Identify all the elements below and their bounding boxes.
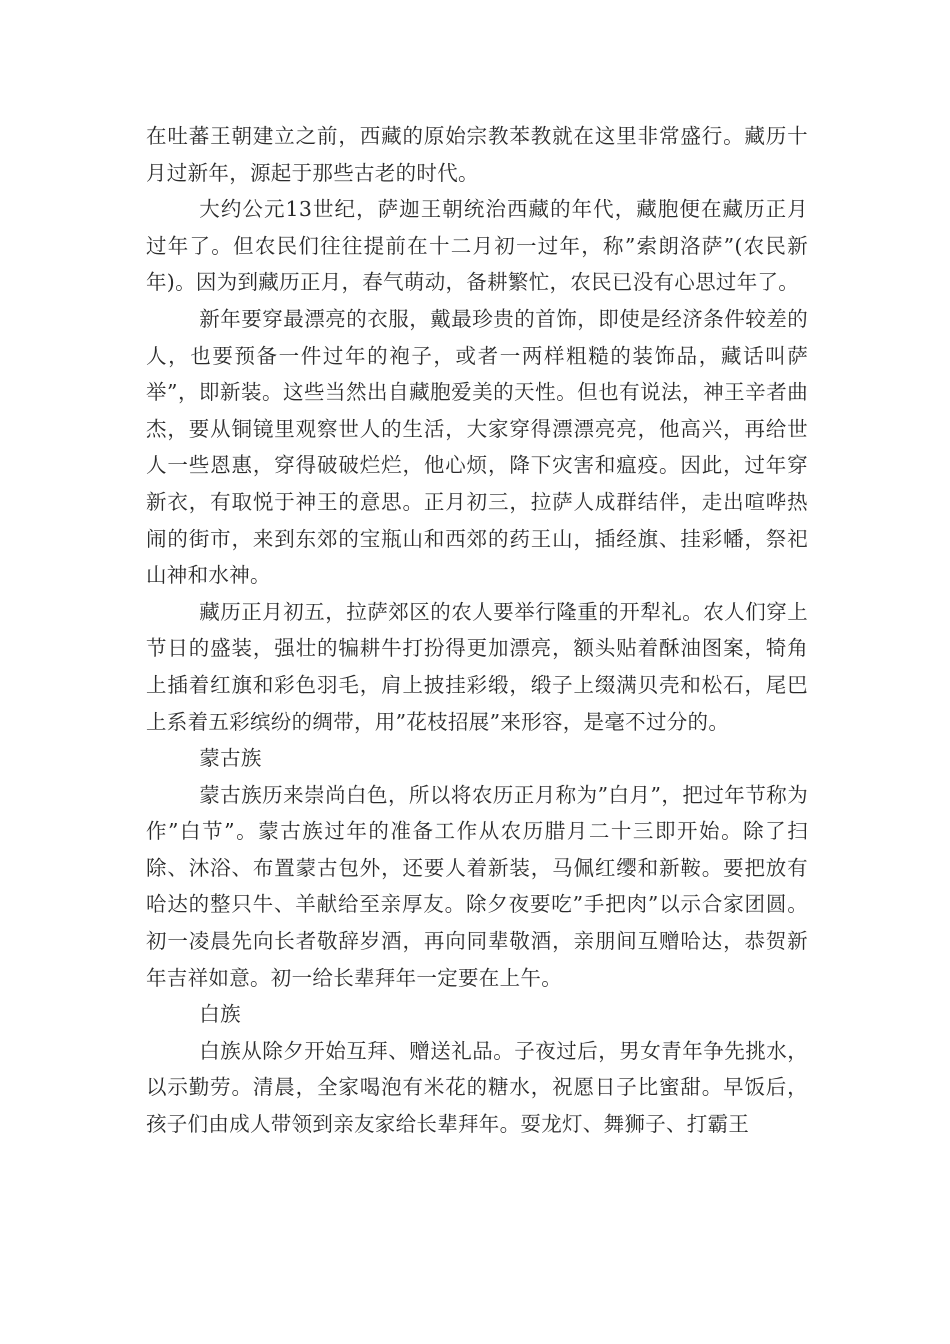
document-body	[146, 118, 808, 1143]
paragraph-bai-new-year: 白族从除夕开始互拜、赠送礼品。子夜过后，男女青年争先挑水，以示勤劳。清晨，全家喝泡有米花的糖水，祝愿日子比蜜甜。早饭后，孩子们由成人带领到亲友家给长辈拜年。耍龙灯、舞狮子、打霸王	[146, 1038, 808, 1137]
paragraph-plough-ceremony: 藏历正月初五，拉萨郊区的农人要举行隆重的开犁礼。农人们穿上节日的盛装，强壮的犏耕牛打扮得更加漂亮，额头贴着酥油图案，犄角上插着红旗和彩色羽毛，肩上披挂彩缎，缎子上缀满贝壳和松石，尾巴上系着五彩缤纷的绸带，用”花枝招展”来形容，是毫不过分的。	[146, 599, 808, 734]
paragraph-tibet-origin: 在吐蕃王朝建立之前，西藏的原始宗教苯教就在这里非常盛行。藏历十月过新年，源起于那些古老的时代。	[146, 124, 808, 185]
paragraph-sakya-era: 大约公元13世纪，萨迦王朝统治西藏的年代，藏胞便在藏历正月过年了。但农民们往往提前在十二月初一过年，称”索朗洛萨”(农民新年)。因为到藏历正月，春气萌动，备耕繁忙，农民已没有心思过年了。	[146, 197, 808, 295]
paragraph-mongol-new-year: 蒙古族历来崇尚白色，所以将农历正月称为”白月”，把过年节称为作”白节”。蒙古族过年的准备工作从农历腊月二十三即开始。除了扫除、沐浴、布置蒙古包外，还要人着新装，马佩红缨和新鞍。要把放有哈达的整只牛、羊献给至亲厚友。除夕夜要吃”手把肉”以示合家团圆。初一凌晨先向长者敬辞岁酒，再向同辈敬酒，亲朋间互赠哈达，恭贺新年吉祥如意。初一给长辈拜年一定要在上午。	[146, 782, 808, 990]
section-heading-mongol: 蒙古族	[199, 746, 262, 771]
section-heading-bai: 白族	[199, 1002, 241, 1027]
paragraph-new-clothes: 新年要穿最漂亮的衣服，戴最珍贵的首饰，即使是经济条件较差的人，也要预备一件过年的袍子，或者一两样粗糙的装饰品，藏话叫萨举”，即新装。这些当然出自藏胞爱美的天性。但也有说法，神王辛者曲杰，要从铜镜里观察世人的生活，大家穿得漂漂亮亮，他高兴，再给世人一些恩惠，穿得破破烂烂，他心烦，降下灾害和瘟疫。因此，过年穿新衣，有取悦于神王的意思。正月初三，拉萨人成群结伴，走出喧哗热闹的街市，来到东郊的宝瓶山和西郊的药王山，插经旗、挂彩幡，祭祀山神和水神。	[146, 306, 808, 588]
